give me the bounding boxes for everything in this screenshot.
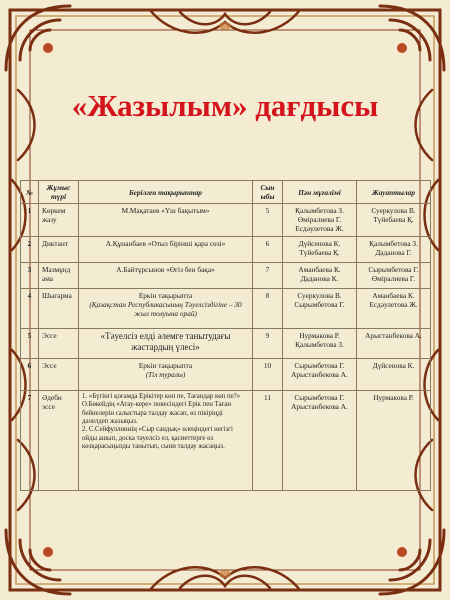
header-grade: Сын ыбы <box>253 181 283 204</box>
row-topic <box>79 358 253 390</box>
row-teacher: Сырымбетова Г. Арыстанбекова А. <box>283 390 357 490</box>
row-type: Эссе <box>39 358 79 390</box>
row-num: 2 <box>21 236 39 262</box>
table-header-row <box>21 181 431 204</box>
row-topic: А.Байтұрсынов «Өгіз бен бақа» <box>79 262 253 288</box>
topic-main: Еркін тақырыпта <box>138 290 193 300</box>
row-grade: 9 <box>253 328 283 358</box>
topic-item: 2. С.Сейфуллиннің «Сыр сандық» өлеңіндегі негізгі ойды ашып, доска тәуелсіз ел, қасиеттерге өз көзқарасыңызды танытып, сыни талдау жасаңыз. <box>82 426 233 451</box>
row-grade: 10 <box>253 358 283 390</box>
row-teacher: Суеркулова В. Сырымбетова Г. <box>283 288 357 328</box>
table-row <box>21 358 431 390</box>
row-num: 7 <box>21 390 39 490</box>
row-type: Шығарма <box>39 288 79 328</box>
topic-subtitle: (Қазақстан Республикасының Тәуелсіздігіне – 30 жыл толуына орай) <box>89 299 242 318</box>
row-topic <box>79 288 253 328</box>
row-responsible: Арыстанбекова А. <box>357 328 431 358</box>
row-type: Мазмұнд ама <box>39 262 79 288</box>
row-responsible: Қалымбетова З. Даданова Г. <box>357 236 431 262</box>
row-teacher: Нурмакова Р. Қалымбетова З. <box>283 328 357 358</box>
row-grade: 11 <box>253 390 283 490</box>
row-teacher: Қалымбетова З. Өміралиева Г. Есдәулетова Ж. <box>283 204 357 236</box>
topic-item: 1. «Бүгінгі қоғамда Ерікітер көп пе, Тағандар көп пе?» О.Бөкейдің «Атау-кере» повесіндегі Ерік пен Таған бейнелерін салыстыра талдау жасап, өз пікіріңді дәлелдеп жазыңыз. <box>82 392 241 425</box>
table-row <box>21 328 431 358</box>
row-type: Әдеби эссе <box>39 390 79 490</box>
page-title: «Жазылым» дағдысы <box>71 88 379 123</box>
header-num: № <box>21 181 39 204</box>
row-teacher: Аманбаева К. Даданова К. <box>283 262 357 288</box>
row-num: 6 <box>21 358 39 390</box>
table-row <box>21 390 431 490</box>
table-row <box>21 288 431 328</box>
row-responsible: Суеркулова В. Түйебаева Қ. <box>357 204 431 236</box>
row-num: 3 <box>21 262 39 288</box>
row-grade: 7 <box>253 262 283 288</box>
row-type: Эссе <box>39 328 79 358</box>
topic-main: Еркін тақырыпта <box>138 360 193 370</box>
header-topic: Берілген тақырыптар <box>79 181 253 204</box>
writing-skills-table <box>20 180 431 491</box>
row-responsible: Сырымбетова Г. Өміралиева Г. <box>357 262 431 288</box>
row-teacher: Сырымбетова Г. Арыстанбекова А. <box>283 358 357 390</box>
row-num: 1 <box>21 204 39 236</box>
header-type: Жұмыс түрі <box>39 181 79 204</box>
row-grade: 8 <box>253 288 283 328</box>
header-teacher: Пән мұғалімі <box>283 181 357 204</box>
row-num: 4 <box>21 288 39 328</box>
row-topic <box>79 390 253 490</box>
row-responsible: Дүйсенова К. <box>357 358 431 390</box>
table-row <box>21 204 431 236</box>
row-topic: М.Мақатаев «Үш бақытым» <box>79 204 253 236</box>
row-grade: 6 <box>253 236 283 262</box>
row-type: Көркем жазу <box>39 204 79 236</box>
topic-subtitle: (Тіл туралы) <box>145 369 186 379</box>
row-type: Диктант <box>39 236 79 262</box>
row-topic: А.Құнанбаев «Отыз бірінші қара сөзі» <box>79 236 253 262</box>
row-responsible: Аманбаева К. Есдәулетова Ж. <box>357 288 431 328</box>
row-responsible: Нурмакова Р. <box>357 390 431 490</box>
row-num: 5 <box>21 328 39 358</box>
row-grade: 5 <box>253 204 283 236</box>
table-row <box>21 262 431 288</box>
header-responsible: Жауаптылар <box>357 181 431 204</box>
row-topic: «Тәуелсіз елді әлемге танытудағы жастардың үлесі» <box>79 328 253 358</box>
table-row <box>21 236 431 262</box>
row-teacher: Дүйсенова К. Түйебаева Қ. <box>283 236 357 262</box>
